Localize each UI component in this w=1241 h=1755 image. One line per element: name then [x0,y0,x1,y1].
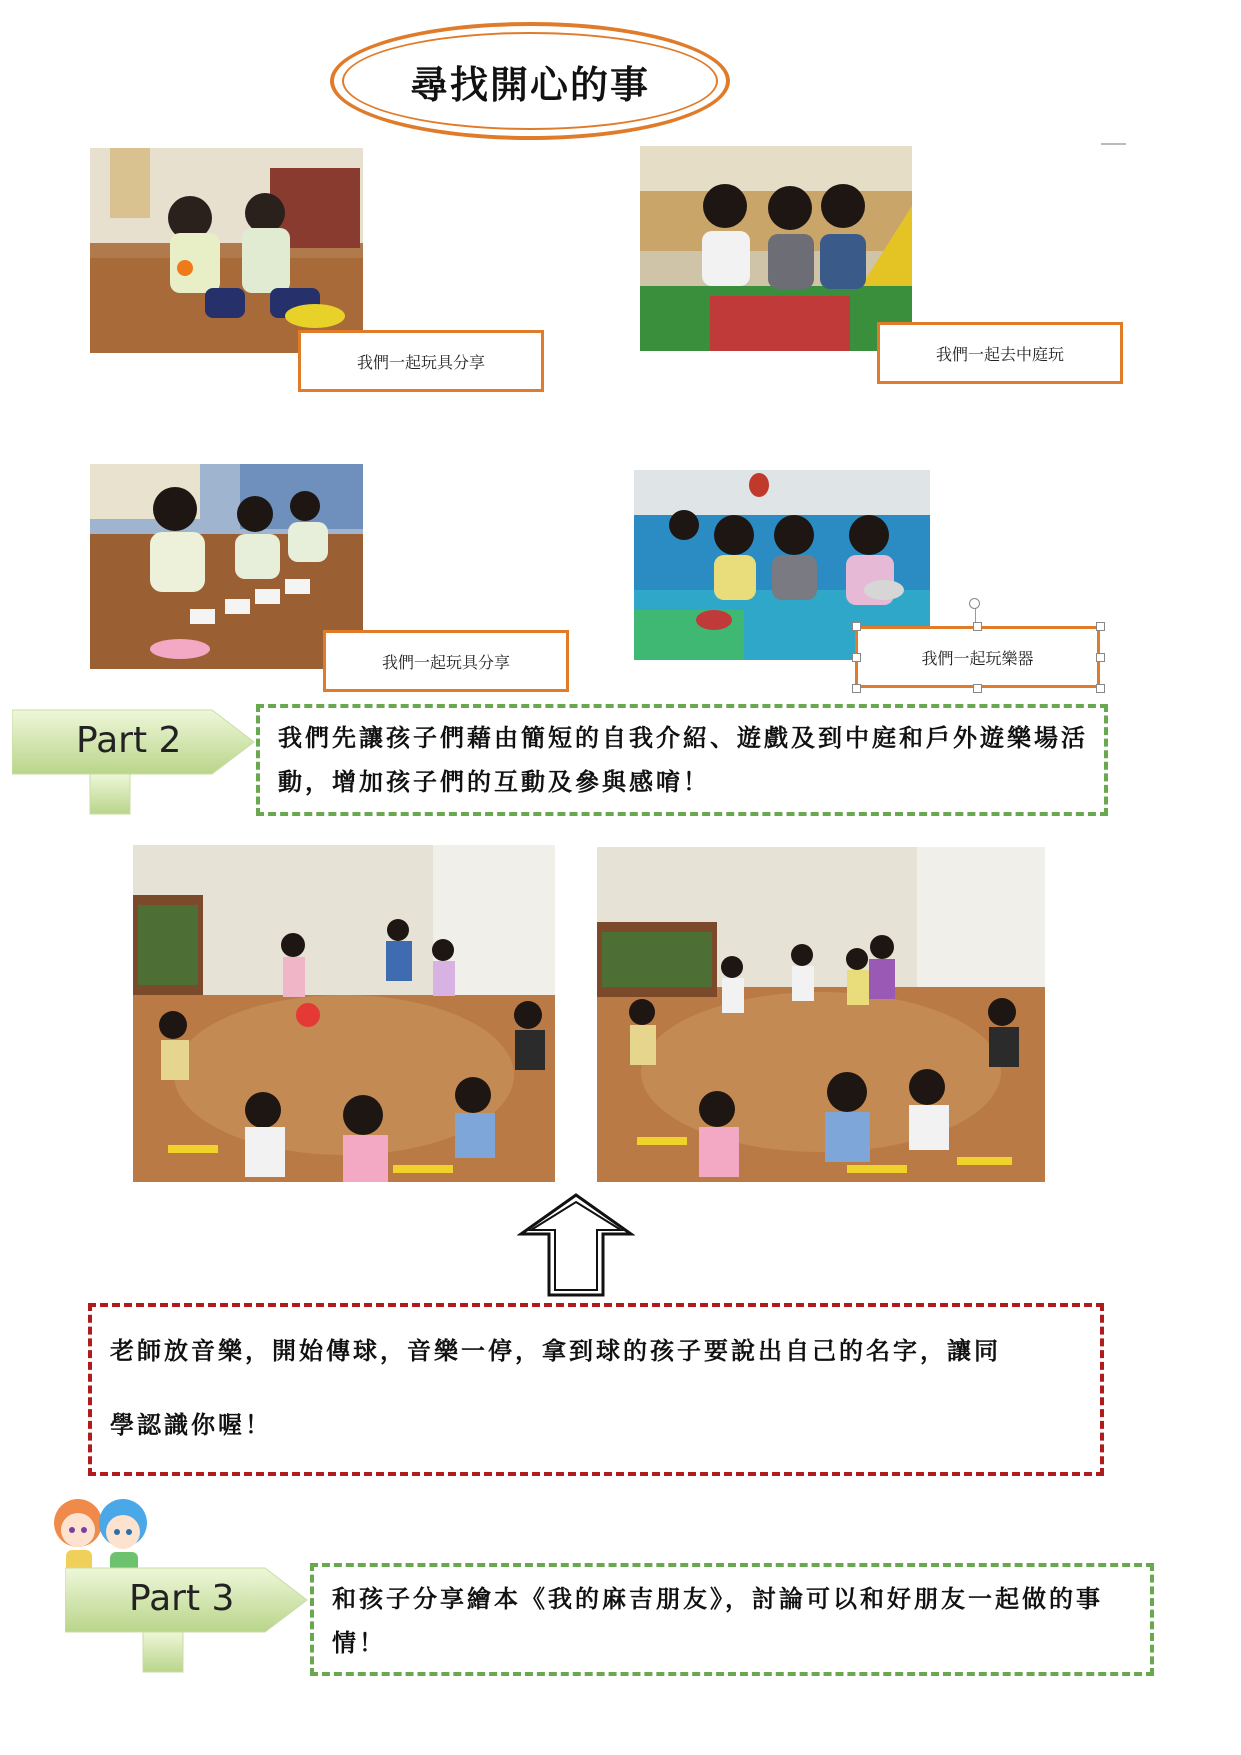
part3-text: 和孩子分享繪本《我的麻吉朋友》，討論可以和好朋友一起做的事情！ [332,1584,1103,1657]
resize-handle-n[interactable] [973,622,982,631]
caption-photo1: 我們一起玩具分享 [298,330,544,392]
activity-text-box [88,1303,1104,1476]
photo-courtyard [640,146,912,351]
part2-label: Part 2 [76,720,182,761]
photo-courtyard-image [640,146,912,351]
page-title: 尋找開心的事 [409,62,650,107]
resize-handle-sw[interactable] [852,684,861,693]
resize-handle-ne[interactable] [1096,622,1105,631]
caption-photo3: 我們一起玩具分享 [323,630,569,692]
photo-circle-game-1 [133,845,555,1182]
part3-label: Part 3 [129,1578,235,1619]
corner-mark [1101,143,1126,145]
resize-handle-nw[interactable] [852,622,861,631]
resize-handle-s[interactable] [973,684,982,693]
rotate-handle-icon[interactable] [969,598,980,609]
resize-handle-w[interactable] [852,653,861,662]
up-arrow-icon-svg [517,1192,635,1298]
photo-circle-game-2-image [597,847,1045,1182]
title-oval [330,22,730,140]
caption-photo2: 我們一起去中庭玩 [877,322,1123,384]
activity-line2: 學認識你喔！ [110,1410,272,1439]
resize-handle-se[interactable] [1096,684,1105,693]
photo-toy-sharing-1 [90,148,363,353]
resize-handle-e[interactable] [1096,653,1105,662]
caption-photo4[interactable]: 我們一起玩樂器 [855,626,1100,688]
photo-circle-game-2 [597,847,1045,1182]
activity-line1: 老師放音樂，開始傳球，音樂一停，拿到球的孩子要說出自己的名字，讓同 [110,1336,1001,1365]
part2-text: 我們先讓孩子們藉由簡短的自我介紹、遊戲及到中庭和戶外遊樂場活動，增加孩子們的互動及參與感唷！ [278,723,1088,796]
part2-text-box [256,704,1108,816]
photo-toy-sharing-1-image [90,148,363,353]
photo-circle-game-1-image [133,845,555,1182]
part3-text-box [310,1563,1154,1676]
up-arrow-icon [517,1192,635,1298]
